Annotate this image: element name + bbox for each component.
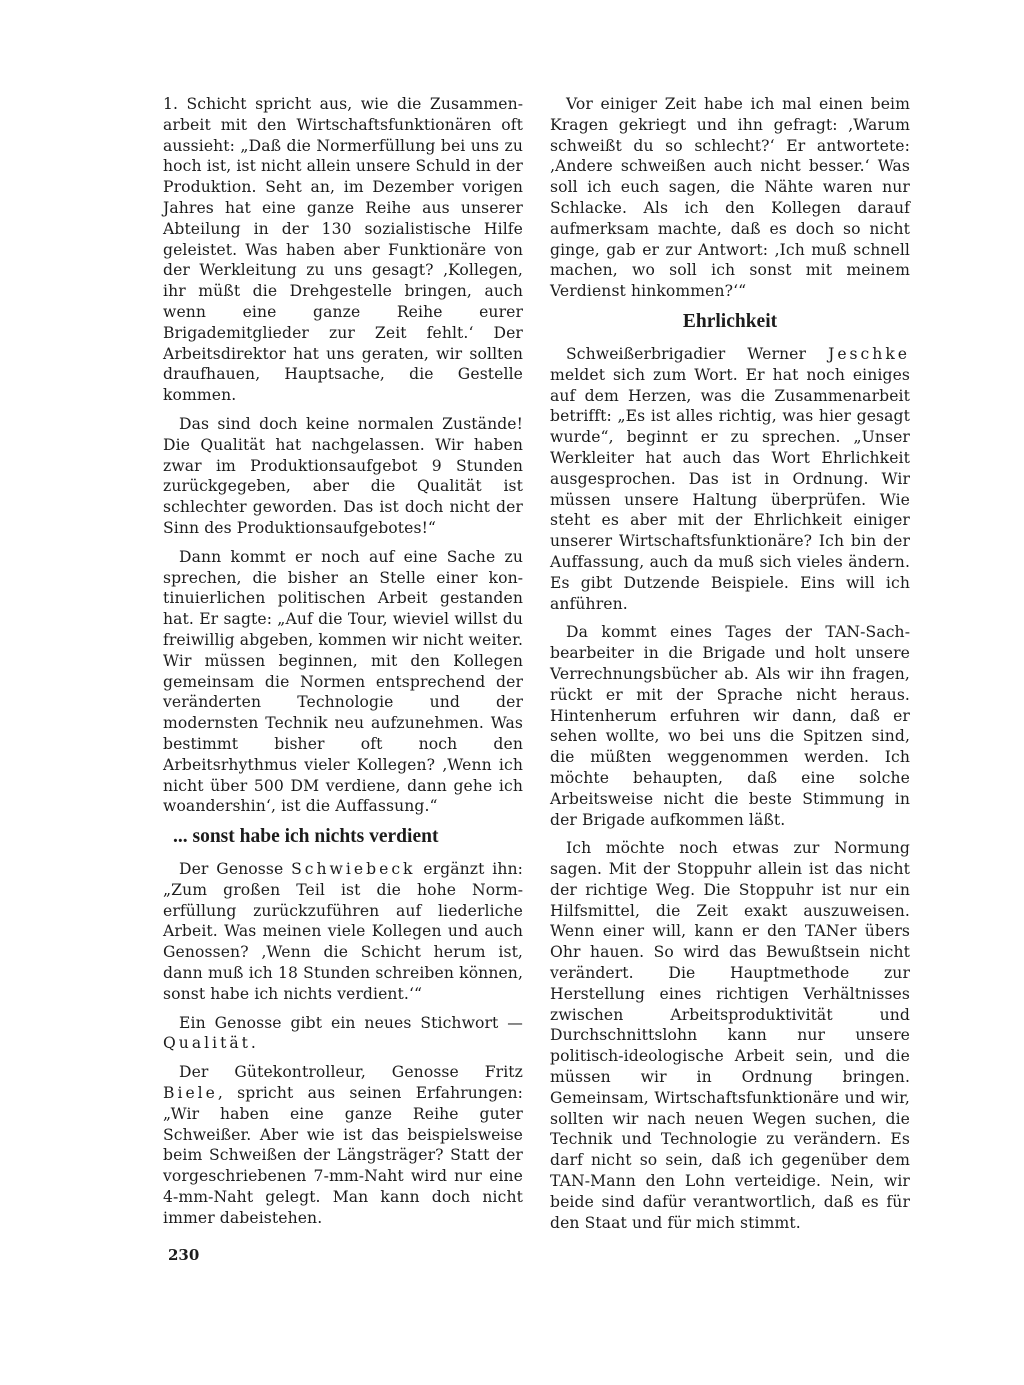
text-run: Der Genosse — [179, 860, 292, 879]
page-number: 230 — [168, 1246, 200, 1264]
paragraph — [163, 1013, 523, 1055]
right-column — [550, 94, 910, 1241]
text-run: meldet sich zum Wort. Er hat noch einiges auf dem Herzen, was die Zusammenarbeit betrifft: „Es ist alles richtig, was hier gesagt wurde“, beginnt er zu sprechen. „Unser Werkleiter hat auch das Wort Ehrlichkeit ausgesprochen. Das ist in Ordnung. Wir müssen unsere Haltung überprüfen. Wie steht es aber mit der Ehrlichkeit einiger unserer Wirtschaftsfunktionäre? Ich bin der Auffassung, auch da muß sich vieles ändern. Es gibt Dutzende Beispiele. Eins will ich anführen. — [550, 365, 910, 613]
spaced-word: Qualität. — [163, 1034, 259, 1053]
text-run: ergänzt ihn: „Zum großen Teil ist die hohe Normerfüllung zurückzuführen auf liederliche Arbeit. Was meinen viele Kollegen und auch Genossen? ‚Wenn die Schicht herum ist, dann muß ich 18 Stunden schreiben können, sonst habe ich nichts verdient.‘“ — [163, 860, 523, 1003]
text-run: Schweißerbrigadier Werner — [566, 344, 829, 363]
paragraph: Da kommt eines Tages der TAN-Sachbearbeiter in die Brigade und holt unsere Verrechnungsbücher ab. Als wir ihn fragen, rückt er mit der Sprache nicht heraus. Hintenherum erfuhren wir dann, daß er sehen wollte, wo bei uns die Spitzen sind, die müßten weggenommen werden. Ich möchte behaupten, daß eine solche Arbeitsweise nicht die beste Stimmung in der Brigade aufkommen läßt. — [550, 623, 910, 829]
text-run: , spricht aus seinen Erfahrungen: „Wir haben eine ganze Reihe guter Schweißer. Aber wie ist das beispielsweise beim Schweißen der Längsträger? Statt der vorgeschriebenen 7-mm-Naht wird nur eine 4-mm-Naht gelegt. Man kann doch nicht immer dabeistehen. — [163, 1084, 523, 1227]
paragraph — [550, 344, 910, 614]
section-heading: ... sonst habe ich nichts verdient — [173, 826, 439, 848]
text-run: Ein Genosse gibt ein neues Stichwort — — [179, 1013, 523, 1032]
text-run: Der Gütekontrolleur, Genosse Fritz — [179, 1063, 523, 1082]
spaced-name: Schwiebeck — [291, 860, 416, 879]
paragraph — [163, 859, 523, 1005]
paragraph: Vor einiger Zeit habe ich mal einen beim Kragen gekriegt und ihn gefragt: ‚Warum schweißt du so schlecht?‘ Er antwortete: ‚Andere schweißen auch nicht besser.‘ Was soll ich euch sagen, die Nähte waren nur Schlacke. Als ich den Kollegen darauf aufmerksam machte, daß es doch so nicht ginge, gab er zur Antwort: ‚Ich muß schnell machen, wo soll ich sonst mit meinem Verdienst hinkommen?‘“ — [550, 95, 910, 301]
paragraph: 1. Schicht spricht aus, wie die Zusammenarbeit mit den Wirtschaftsfunktionären oft aussieht: „Daß die Normerfüllung bei uns zu hoch ist, ist nicht allein unsere Schuld in der Produktion. Seht an, im Dezember vorigen Jahres hat eine ganze Reihe aus unserer Abteilung in der 130 sozialistische Hilfe geleistet. Was haben aber Funktionäre von der Werkleitung zu uns gesagt? ‚Kollegen, ihr müßt die Drehgestelle bringen, auch wenn eine ganze Reihe eurer Brigademitglieder zur Zeit fehlt.‘ Der Arbeitsdirektor hat uns geraten, wir sollten draufhauen, Hauptsache, die Gestelle kommen. — [163, 95, 523, 405]
paragraph: Das sind doch keine normalen Zustände! Die Qualität hat nachgelassen. Wir haben zwar im Produktionsaufgebot 9 Stunden zurückgegeben, aber die Qualität ist schlechter geworden. Das ist doch nicht der Sinn des Produktionsaufgebotes!“ — [163, 414, 523, 537]
paragraph: Dann kommt er noch auf eine Sache zu sprechen, die bisher an Stelle einer kontinuierlichen politischen Arbeit gestanden hat. Er sagte: „Auf die Tour, wieviel willst du freiwillig abgeben, kommen wir nicht weiter. Wir müssen beginnen, mit den Kollegen gemeinsam die Normen entsprechend der veränderten Technologie und der modernsten Technik neu aufzunehmen. Was bestimmt bisher oft noch den Arbeitsrhythmus vieler Kollegen? ‚Wenn ich nicht über 500 DM verdiene, dann gehe ich woandershin‘, ist die Auffassung.“ — [163, 547, 523, 816]
section-heading: Ehrlichkeit — [682, 310, 778, 332]
spaced-name: Biele — [163, 1084, 218, 1103]
paragraph: Ich möchte noch etwas zur Normung sagen. Mit der Stoppuhr allein ist das nicht der richtige Weg. Die Stoppuhr ist nur ein Hilfsmittel, die Zeit exakt auszuweisen. Wenn einer will, kann er den TANer übers Ohr hauen. So wird das Bewußtsein nicht verändert. Die Hauptmethode zur Herstellung eines richtigen Verhältnisses zwischen Arbeitsproduktivität und Durchschnittslohn kann nur unsere politisch-ideologische Arbeit sein, und die müssen wir in Ordnung bringen. Gemeinsam, Wirtschaftsfunktionäre und wir, sollten wir nach neuen Wegen suchen, die Technik und Technologie zu verändern. Es darf nicht so sein, daß ich gegenüber dem TAN-Mann den Lohn verteidige. Nein, wir beide sind dafür verantwortlich, daß es für den Staat und für mich stimmt. — [550, 839, 910, 1232]
spaced-name: Jeschke — [828, 344, 910, 363]
left-column — [163, 94, 523, 1237]
paragraph — [163, 1062, 523, 1228]
